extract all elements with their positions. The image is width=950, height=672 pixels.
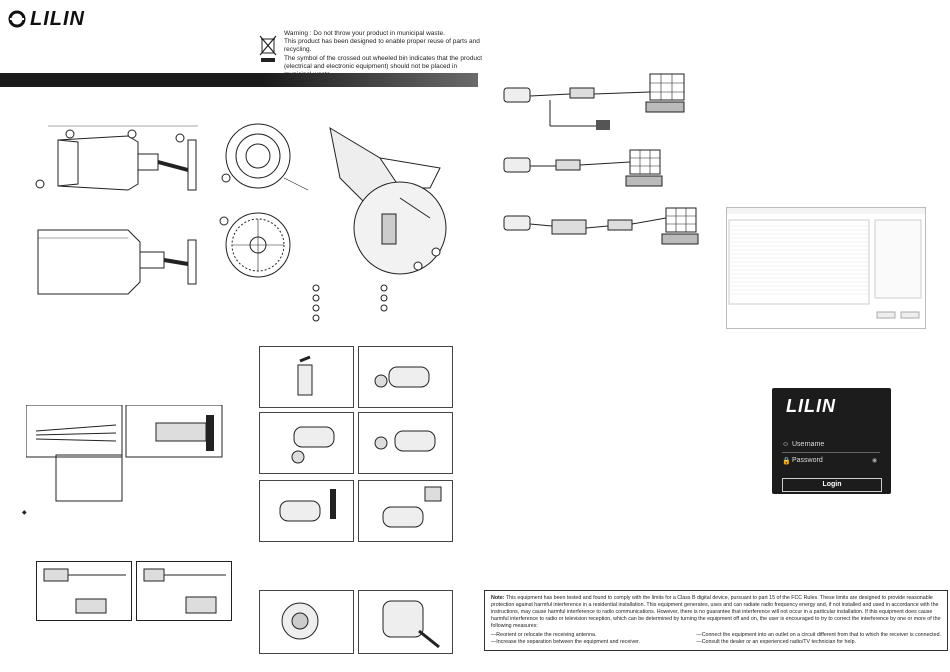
logo-wordmark: LILIN xyxy=(30,8,85,30)
lock-icon: 🔒 xyxy=(782,458,791,465)
waterproof-cap-diagram-2 xyxy=(136,561,232,621)
network-diagram-injector xyxy=(500,206,710,256)
install-step-5 xyxy=(259,480,354,542)
install-step-8 xyxy=(358,590,453,654)
login-button[interactable]: Login xyxy=(782,478,882,492)
install-step-4 xyxy=(358,412,453,474)
parts-legend xyxy=(312,284,392,326)
exploded-view-diagram xyxy=(310,118,470,278)
install-step-3 xyxy=(259,412,354,474)
network-diagram-poe-adapter xyxy=(500,70,700,140)
user-icon: ☺ xyxy=(782,441,790,448)
network-diagram-poe-switch xyxy=(500,148,680,196)
note-label: Note: xyxy=(491,595,505,601)
username-label[interactable]: Username xyxy=(792,441,825,448)
install-step-1 xyxy=(259,346,354,408)
warning-line: (electrical and electronic equipment) should not be placed in xyxy=(284,62,458,70)
measure-item: —Reorient or relocate the receiving antenna. xyxy=(491,632,597,638)
measure-item: —Consult the dealer or an experienced radio/TV technician for help. xyxy=(696,639,857,645)
ip-scanner-window xyxy=(726,207,926,329)
mount-base-diagram xyxy=(214,205,314,285)
measure-item: —Increase the separation between the equipment and receiver. xyxy=(491,639,640,645)
lilin-logo xyxy=(8,8,98,30)
username-field[interactable] xyxy=(782,452,880,453)
install-step-7 xyxy=(259,590,354,654)
warning-line: The symbol of the crossed out wheeled bin indicates that the product xyxy=(284,54,483,62)
fcc-note xyxy=(484,590,948,651)
warning-line: This product has been designed to enable proper reuse of parts and recycling. xyxy=(284,38,480,54)
install-step-6 xyxy=(358,480,453,542)
camera-top-view-diagram xyxy=(28,222,208,297)
crossed-bin-icon xyxy=(258,34,278,64)
install-step-2 xyxy=(358,346,453,408)
waterproof-cap-diagram-1 xyxy=(36,561,132,621)
note-measures xyxy=(491,632,941,646)
note-text: This equipment has been tested and found to comply with the limits for a Class B digital device, pursuant to part 15 of the FCC Rules. These limits are designed to provide reasonable protection against harmful interference in a residential installation. This equipment generates, uses and can radiate radio frequency energy and, if not installed and used in accordance with the instructions, may cause harmful interference to radio communications. However, there is no guarantee that interference will not occur in a particular installation. If this equipment does cause harmful interference to radio or television reception, which can be determined by turning the equipment off and on, the user is encouraged to try to correct the interference by one or more of the following measures: xyxy=(491,595,941,629)
cable-connection-diagram xyxy=(26,405,226,505)
login-logo: LILIN xyxy=(786,396,836,416)
section-banner xyxy=(0,73,478,87)
camera-side-view-diagram xyxy=(28,120,208,200)
warning-line: Warning : Do not throw your product in municipal waste. xyxy=(284,30,445,37)
measure-item: —Connect the equipment into an outlet on a circuit different from that to which the receiver is connected. xyxy=(696,632,941,638)
lilin-swirl-icon xyxy=(8,10,28,28)
password-label[interactable]: Password xyxy=(792,457,823,464)
login-screen xyxy=(772,388,891,494)
bullet-icon: ◆ xyxy=(22,510,27,516)
eye-icon[interactable]: ◉ xyxy=(872,458,878,464)
camera-front-view-diagram xyxy=(218,118,318,198)
